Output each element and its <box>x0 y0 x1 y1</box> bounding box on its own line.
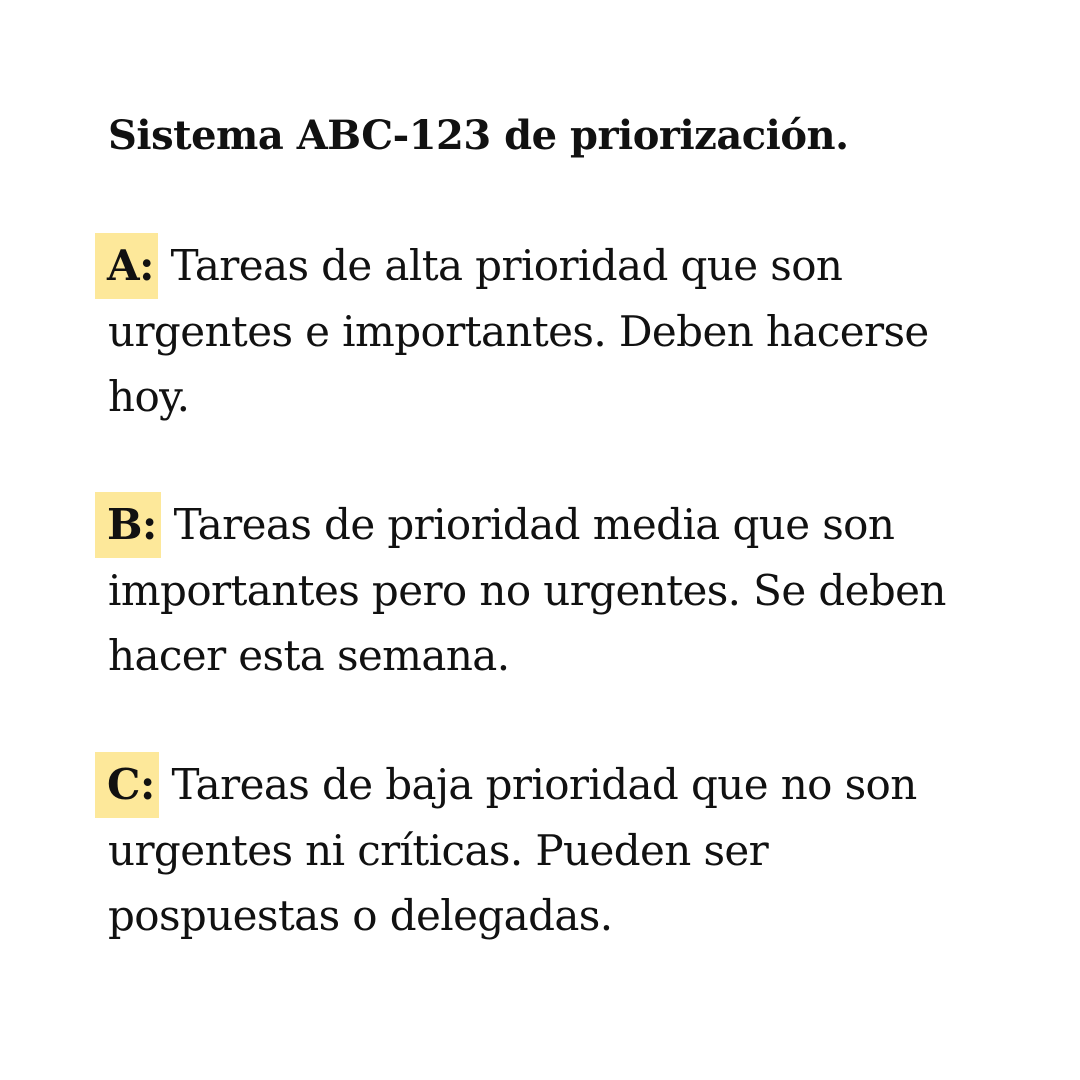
priority-label-c: C: <box>95 752 159 818</box>
priority-label-a: A: <box>95 233 158 299</box>
priority-description-c: Tareas de baja prioridad que no son urgentes ni críticas. Pueden ser pospuestas o delegadas. <box>108 760 917 940</box>
priority-item-b <box>108 492 988 688</box>
priority-item-c <box>108 752 988 948</box>
page-title: Sistema ABC-123 de priorización. <box>108 112 849 159</box>
priority-description-a: Tareas de alta prioridad que son urgentes e importantes. Deben hacerse hoy. <box>108 241 929 421</box>
priority-description-b: Tareas de prioridad media que son importantes pero no urgentes. Se deben hacer esta semana. <box>108 500 946 680</box>
priority-item-a <box>108 233 988 429</box>
document-page <box>108 0 988 1080</box>
priority-label-b: B: <box>95 492 161 558</box>
